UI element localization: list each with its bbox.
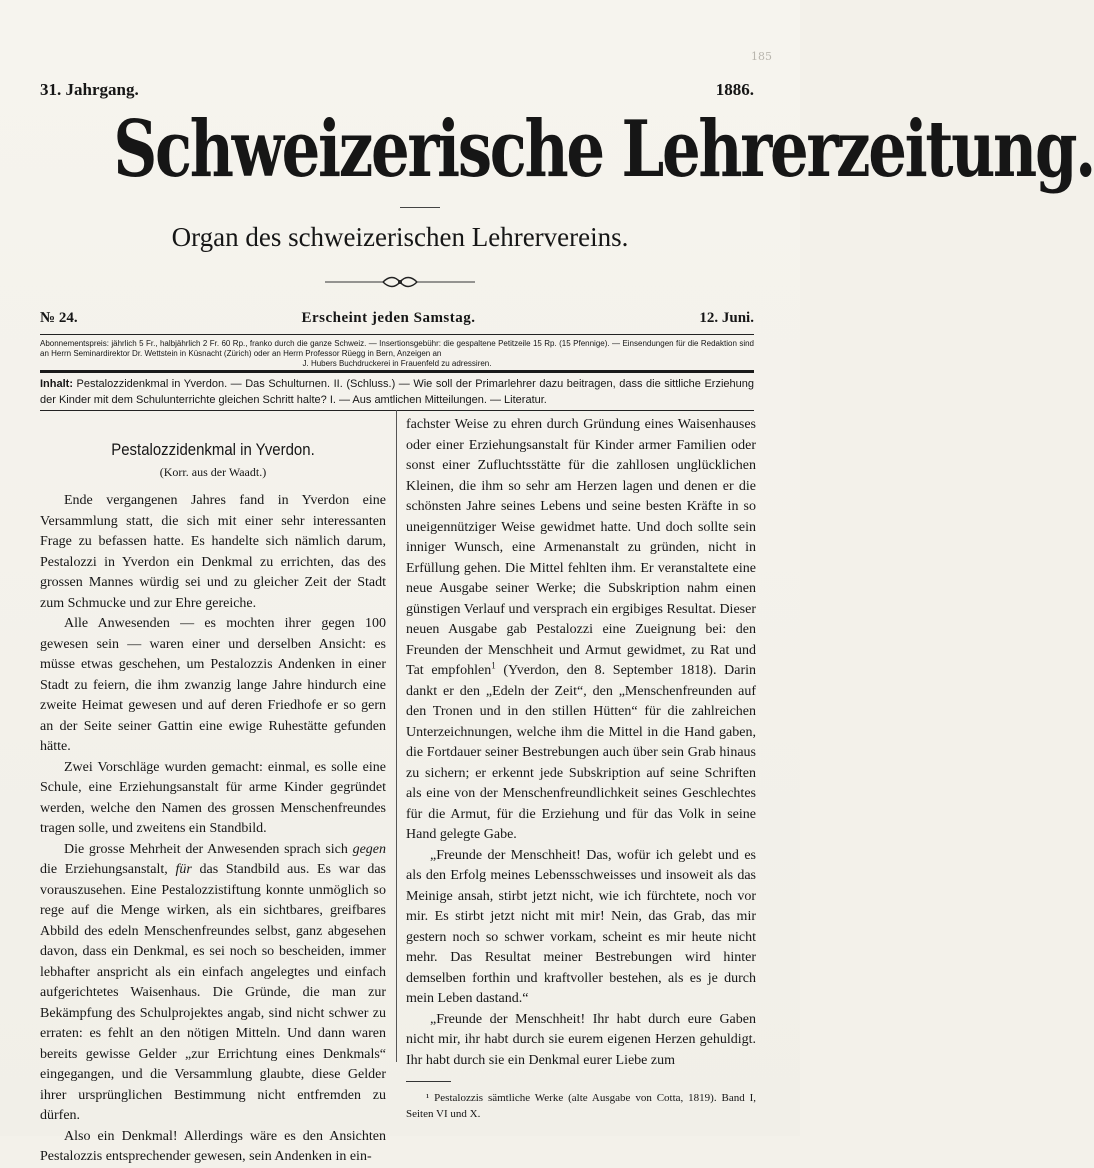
table-of-contents [40, 376, 754, 408]
paragraph: „Freunde der Menschheit! Das, wofür ich gelebt und es als den Erfolg meines Lebensschweisses und insoweit als das Meinige ansah, stirbt jetzt nicht, wie ich fürchtete, noch vor mir. Es stirbt jetzt nicht mit mir! Nein, das Grab, das mir gestern noch so schwer vorkam, scheint es mir heute nicht mehr. Das Resultat meiner Bestrebungen wird hinter demselben forthin und kraftvoller bestehen, als es je durch mein Leben dastand.“ [406, 847, 756, 1006]
paragraph: Die grosse Mehrheit der Anwesenden sprach sich gegen die Erziehungsanstalt, für das Standbild aus. Es war das vorauszusehen. Eine Pestalozzistiftung konnte unmöglich so rege auf die Menge wirken, als ein sichtbares, greifbares Abbild des edeln Menschenfreundes selbst, ganz abgesehen davon, dass ein Denkmal, es sei noch so bescheiden, immer lebhafter anspricht als ein einfach angelegtes und einfach aufgerichtetes Waisenhaus. Die Gründe, die man zur Bekämpfung des Schulprojektes angab, sind nicht schwer zu erraten: es fehlt an den nötigen Mitteln. Und dann waren bereits gewisse Gelder „zur Errichtung eines Denkmals“ eingegangen, und die Versammlung glaubte, diese Gelder ihrer ursprünglichen Bestimmung nicht entfremden zu dürfen. [40, 841, 387, 1123]
footnote: ¹ Pestalozzis sämtliche Werke (alte Ausgabe von Cotta, 1819). Band I, Seiten VI und X. [406, 1092, 756, 1120]
volume-label: 31. Jahrgang. [40, 80, 139, 99]
paragraph: Alle Anwesenden — es mochten ihrer gegen 100 gewesen sein — waren einer und derselben Ansicht: es müsse etwas geschehen, um Pestalozzis Andenken in einer Stadt zu feiern, die ihm zwanzig lange Jahre hindurch eine zweite Heimat gewesen und auf deren Friedhofe er so gern an der Seite seiner Gattin eine ewige Ruhestätte gefunden hätte. [40, 616, 386, 754]
issue-date: 12. Juni. [699, 310, 754, 326]
paragraph: Also ein Denkmal! Allerdings wäre es den Ansichten Pestalozzis entsprechender gewesen, sein Andenken in ein- [40, 1128, 386, 1164]
masthead-subtitle: Organ des schweizerischen Lehrervereins. [171, 222, 629, 252]
contents-label: Inhalt: [40, 378, 73, 390]
publication-frequency: Erscheint jeden Samstag. [301, 310, 476, 326]
article-title: Pestalozzidenkmal in Yverdon. [111, 440, 315, 459]
paragraph: Ende vergangenen Jahres fand in Yverdon eine Versammlung statt, die sich mit einer sehr interessanten Frage zu befassen hatte. Es handelte sich nämlich darum, Pestalozzi in Yverdon ein Denkmal zu errichten, das des grossen Mannes würdig sei und zu gleicher Zeit der Stadt zum Schmucke und zur Ehre gereiche. [40, 493, 386, 611]
ornament-flourish [325, 274, 475, 290]
rule-thick [40, 370, 754, 373]
emphasis: gegen [352, 841, 387, 857]
contents-text: Pestalozzidenkmal in Yverdon. — Das Schulturnen. II. (Schluss.) — Wie soll der Primarlehrer dazu beitragen, dass die sittliche Erziehung der Kinder mit dem Schulunterrichte gleichen Schritt halte? I. — Aus amtlichen Mitteilungen. — Literatur. [40, 378, 754, 406]
column-divider [396, 410, 397, 1062]
footnote-marker: 1 [491, 660, 496, 671]
subscription-address: J. Hubers Buchdruckerei in Frauenfeld zu adressiren. [302, 359, 492, 368]
masthead-title: Schweizerische Lehrerzeitung. [113, 104, 1094, 195]
header-topline [40, 80, 754, 100]
masthead-divider [400, 207, 440, 208]
subscription-text: Abonnementspreis: jährlich 5 Fr., halbjährlich 2 Fr. 60 Rp., franko durch die ganze Schweiz. — Insertionsgebühr: die gespaltene Petitzeile 15 Rp. (15 Pfennige). — Einsendungen für die Redaktion sind an Herrn Seminardirektor Dr. Wettstein in Küsnacht (Zürich) oder an Herrn Professor Rüegg in Bern, Anzeigen an [40, 339, 754, 358]
footnote-rule [406, 1081, 451, 1082]
subscription-info [40, 339, 754, 369]
paragraph: Zwei Vorschläge wurden gemacht: einmal, es solle eine Schule, eine Erziehungsanstalt für arme Kinder gegründet werden, welche den Namen des grossen Menschenfreundes tragen solle, und zweitens ein Standbild. [40, 759, 386, 836]
year-label: 1886. [715, 80, 754, 99]
article-byline: (Korr. aus der Waadt.) [159, 465, 267, 479]
issue-number: № 24. [40, 310, 78, 326]
paragraph: fachster Weise zu ehren durch Gründung eines Waisenhauses oder einer Erziehungsanstalt für Kinder armer Familien oder sonst einer Zufluchtsstätte für die zahllosen unglücklichen Kleinen, die ihm so sehr am Herzen lagen und denen er die schönsten Jahre seines Lebens und seine besten Kräfte in so uneigennütziger Weise gewidmet hatte. Und doch sollte sein inniger Wunsch, eine Armenanstalt zu gründen, nicht in Erfüllung gehen. Die Mittel fehlten ihm. Er veranstaltete eine neue Ausgabe seiner Werke; die Subskription nahm einen günstigen Verlauf und versprach ein ergibiges Resultat. Dieser neuen Ausgabe gab Pestalozzi eine Zueignung bei: den Freunden der Menschheit und Armut gewidmet, zu Rat und Tat empfohlen$^1$ (Yverdon, den 8. September 1818). Darin dankt er den „Edeln der Zeit“, den „Menschenfreunden auf den Tronen und in den stillen Hütten“ für die zahlreichen Unterzeichnungen, welche ihm die Mittel in die Hand gaben, die Fortdauer seiner Bestrebungen auch über sein Grab hinaus zu sichern; er erkennt jede Subskription auf seine Schriften als eine von der Menschenfreundlichkeit seines Geschlechtes für die Armut, für die Erziehung und für das Volk in seine Hand gelegte Gabe. [406, 417, 756, 842]
rule-bottom [40, 410, 754, 411]
paragraph: „Freunde der Menschheit! Ihr habt durch eure Gaben nicht mir, ihr habt durch sie eurem eigenen Herzen gehuldigt. Ihr habt durch sie ein Denkmal eurer Liebe zum [406, 1011, 756, 1068]
page-number: 185 [751, 50, 772, 63]
issue-meta [40, 310, 754, 327]
emphasis: für [175, 862, 192, 877]
article-column-right [406, 415, 756, 1122]
article-column-left [40, 415, 386, 1168]
rule-top [40, 334, 754, 335]
